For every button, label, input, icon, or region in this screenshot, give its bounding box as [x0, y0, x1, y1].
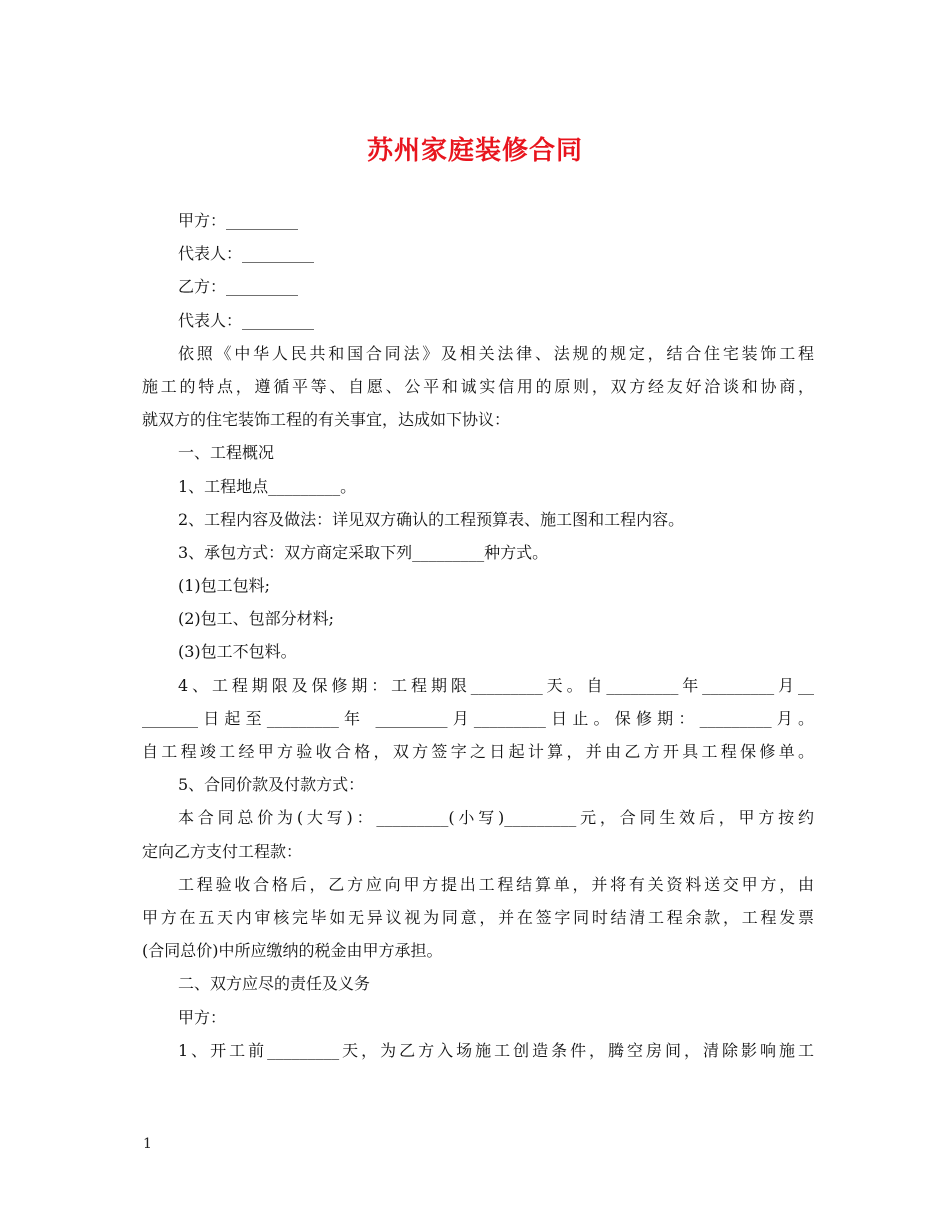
paragraph-line: 工程验收合格后，乙方应向甲方提出工程结算单，并将有关资料送交甲方，由 — [178, 874, 814, 894]
paragraph-line: 代表人：_________ — [178, 244, 315, 264]
paragraph-line: 二、双方应尽的责任及义务 — [178, 974, 371, 994]
paragraph-line: 依照《中华人民共和国合同法》及相关法律、法规的规定，结合住宅装饰工程 — [178, 343, 814, 363]
paragraph-line: (2)包工、包部分材料; — [178, 609, 335, 629]
paragraph-line: 施工的特点，遵循平等、自愿、公平和诚实信用的原则，双方经友好洽谈和协商， — [142, 376, 814, 396]
paragraph-line: 就双方的住宅装饰工程的有关事宜，达成如下协议： — [142, 410, 511, 430]
paragraph-line: 1、开工前_________天，为乙方入场施工创造条件，腾空房间，清除影响施工 — [178, 1040, 814, 1060]
paragraph-line: 3、承包方式：双方商定采取下列_________种方式。 — [178, 542, 549, 562]
paragraph-line: 本合同总价为(大写)：_________(小写)_________元，合同生效后，甲方按约 — [178, 808, 814, 828]
document-body — [142, 204, 814, 1067]
paragraph-line: 4、工程期限及保修期：工程期限_________天。自_________年_________月__ — [178, 675, 814, 695]
paragraph-line: 甲方在五天内审核完毕如无异议视为同意，并在签字同时结清工程余款，工程发票 — [142, 907, 814, 927]
paragraph-line: 自工程竣工经甲方验收合格，双方签字之日起计算，并由乙方开具工程保修单。 — [142, 742, 814, 761]
page-number: 1 — [143, 1136, 152, 1152]
paragraph-line: 定向乙方支付工程款： — [142, 841, 303, 861]
paragraph-line: 一、工程概况 — [178, 443, 275, 463]
paragraph-line: (合同总价)中所应缴纳的税金由甲方承担。 — [142, 941, 443, 961]
paragraph-line: 甲方： — [178, 1007, 227, 1027]
paragraph-line: 代表人：_________ — [178, 310, 315, 330]
paragraph-line: (1)包工包料; — [178, 576, 271, 596]
paragraph-line: 2、工程内容及做法：详见双方确认的工程预算表、施工图和工程内容。 — [178, 509, 685, 529]
paragraph-line: _______日起至_________年 _________月_________日止。保修期：_________月。 — [142, 708, 814, 728]
document-title: 苏州家庭装修合同 — [366, 136, 583, 166]
paragraph-line: 乙方：_________ — [178, 277, 299, 297]
paragraph-line: 甲方：_________ — [178, 211, 299, 230]
paragraph-line: 5、合同价款及付款方式： — [178, 775, 365, 795]
paragraph-line: (3)包工不包料。 — [178, 642, 297, 662]
paragraph-line: 1、工程地点_________。 — [178, 476, 357, 496]
